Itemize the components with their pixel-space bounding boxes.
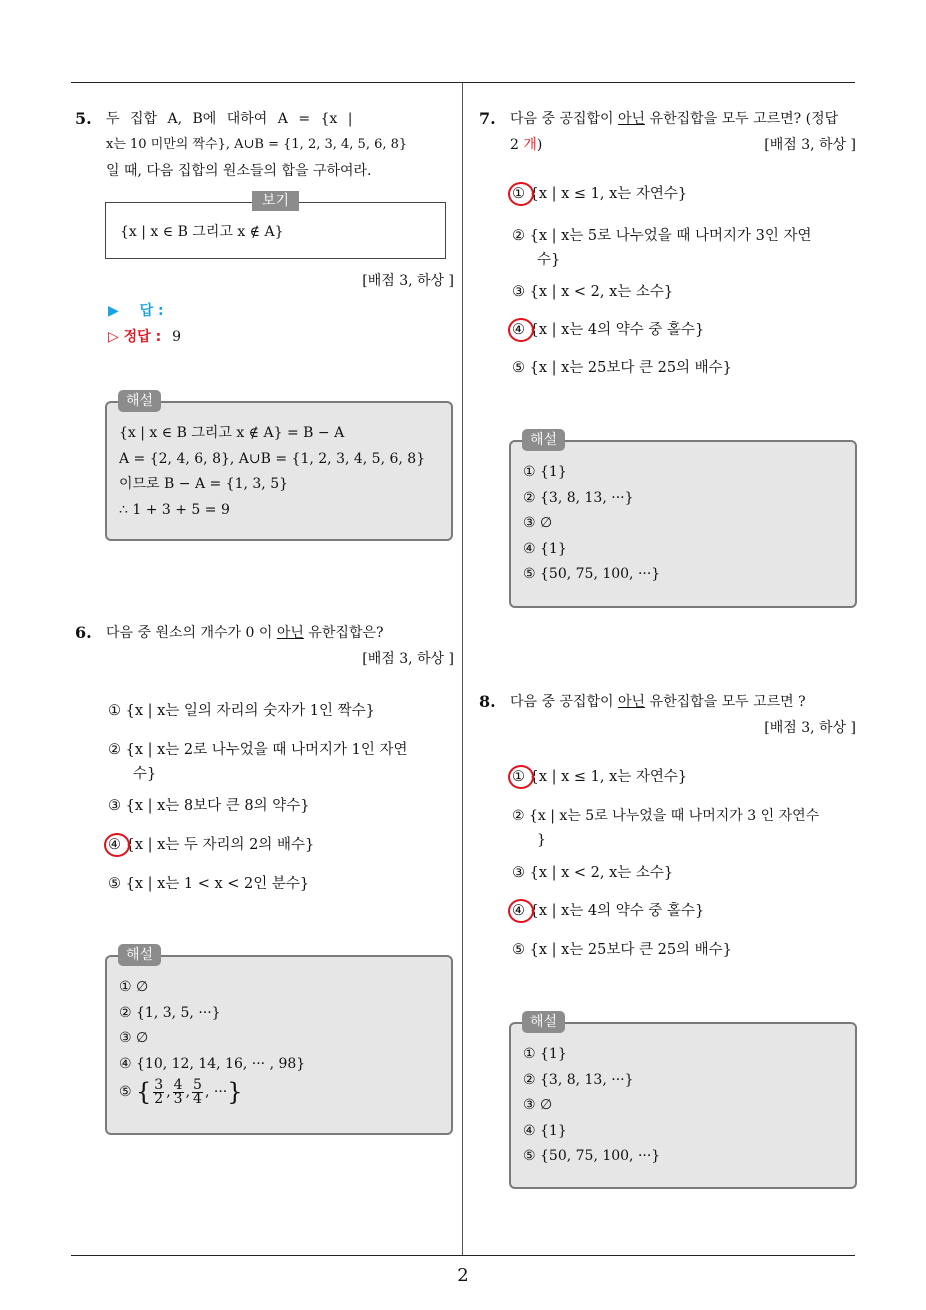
option-5: ⑤ {x | x는 1 < x < 2인 분수} xyxy=(108,876,310,892)
option-3: ③ {x | x < 2, x는 소수} xyxy=(512,284,674,300)
option-2: ② {x | x는 5로 나누었을 때 나머지가 3 인 자연수 } xyxy=(512,808,820,848)
answer-circle-mark xyxy=(104,833,130,857)
explanation-line: ② {1, 3, 5, ···} xyxy=(119,1004,221,1021)
explanation-line: ⑤ {50, 75, 100, ···} xyxy=(523,566,661,582)
explanation-line: 이므로 B − A = {1, 3, 5} xyxy=(119,476,289,492)
answer-circle-mark xyxy=(508,318,534,342)
explanation-line: ② {3, 8, 13, ···} xyxy=(523,1071,634,1088)
explanation-box xyxy=(509,440,857,608)
problem-stem: 다음 중 원소의 개수가 0 이 아닌 유한집합은? xyxy=(106,625,384,641)
fraction: $\frac{4}{3}$ xyxy=(173,1076,183,1107)
explanation-line: ① ∅ xyxy=(119,979,149,995)
answer-label: 답 : xyxy=(139,303,164,319)
problem-stem-line: x는 10 미만의 짝수}, A∪B = {1, 2, 3, 4, 5, 6, 8} xyxy=(106,137,408,152)
option-2: ② {x | x는 2로 나누었을 때 나머지가 1인 자연 수} xyxy=(108,742,408,782)
problem-number: 7. xyxy=(479,109,496,128)
option-1: ① {x | x ≤ 1, x는 자연수} xyxy=(512,769,688,785)
problem-5 xyxy=(75,106,454,184)
option-1: ① {x | x는 일의 자리의 숫자가 1인 짝수} xyxy=(108,703,375,719)
answer-row xyxy=(108,300,164,320)
option-2: ② {x | x는 5로 나누었을 때 나머지가 3인 자연 수} xyxy=(512,228,812,268)
score-label: [배점 3, 하상 ] xyxy=(362,651,454,667)
explanation-label: 해설 xyxy=(522,1011,565,1033)
underlined-word: 아닌 xyxy=(618,111,646,127)
correct-answer-label: 정답 : xyxy=(123,329,162,345)
explanation-box xyxy=(105,401,453,541)
explanation-line: ④ {1} xyxy=(523,540,567,557)
explanation-line-fractions: ⑤ { $\frac{3}{2}$ , $\frac{4}{3}$ , $\frac{5}{4}$ , ···} xyxy=(119,1076,243,1107)
column-divider xyxy=(462,83,463,1255)
explanation-box xyxy=(509,1022,857,1189)
problem-stem-line: 일 때, 다음 집합의 원소들의 합을 구하여라. xyxy=(106,163,372,179)
explanation-line: ⑤ {50, 75, 100, ···} xyxy=(523,1148,661,1164)
explanation-box xyxy=(105,955,453,1135)
fraction: $\frac{3}{2}$ xyxy=(154,1076,164,1107)
correct-answer-row xyxy=(108,326,181,346)
score-label: [배점 3, 하상 ] xyxy=(764,137,856,153)
option-5: ⑤ {x | x는 25보다 큰 25의 배수} xyxy=(512,942,732,958)
bogi-label: 보기 xyxy=(252,191,299,211)
explanation-line: ① {1} xyxy=(523,464,567,480)
explanation-label: 해설 xyxy=(118,390,161,412)
problem-stem-line-2: 2 개) [배점 3, 하상 ] xyxy=(510,132,856,158)
option-1: ① {x | x ≤ 1, x는 자연수} xyxy=(512,186,688,202)
explanation-line: ② {3, 8, 13, ···} xyxy=(523,489,634,506)
answer-circle-mark xyxy=(508,899,534,923)
fraction: $\frac{5}{4}$ xyxy=(193,1076,202,1107)
explanation-line: ① {1} xyxy=(523,1046,567,1062)
explanation-line: ∴ 1 + 3 + 5 = 9 xyxy=(119,501,230,518)
option-3: ③ {x | x < 2, x는 소수} xyxy=(512,865,674,881)
underlined-word: 아닌 xyxy=(618,694,646,710)
explanation-lines xyxy=(523,460,660,588)
option-3: ③ {x | x는 8보다 큰 8의 약수} xyxy=(108,798,310,814)
problem-number: 6. xyxy=(75,623,92,642)
problem-8 xyxy=(479,689,856,741)
correct-answer-value: 9 xyxy=(172,329,181,345)
problem-6 xyxy=(75,620,454,672)
play-arrow-icon: ▶ xyxy=(108,303,119,319)
page-number: 2 xyxy=(457,1265,469,1286)
explanation-label: 해설 xyxy=(118,944,161,966)
problem-stem-line: 두 집합 A, B에 대하여 A = {x | xyxy=(106,111,353,127)
option-4: ④ {x | x는 4의 약수 중 홀수} xyxy=(512,322,705,338)
top-rule xyxy=(71,82,855,83)
bogi-content: {x | x ∈ B 그리고 x ∉ A} xyxy=(120,224,284,240)
option-4: ④ {x | x는 4의 약수 중 홀수} xyxy=(512,903,705,919)
score-label: [배점 3, 하상 ] xyxy=(764,720,856,736)
explanation-lines xyxy=(523,1042,660,1170)
explanation-line: ③ ∅ xyxy=(523,515,553,531)
option-5: ⑤ {x | x는 25보다 큰 25의 배수} xyxy=(512,360,732,376)
underlined-word: 아닌 xyxy=(276,625,304,641)
score-label: [배점 3, 하상 ] xyxy=(362,273,454,289)
problem-stem: 다음 중 공집합이 아닌 유한집합을 모두 고르면 ? xyxy=(510,694,806,710)
count-unit: 개 xyxy=(523,137,537,153)
explanation-line: ③ ∅ xyxy=(119,1030,149,1046)
explanation-line: ③ ∅ xyxy=(523,1097,553,1113)
answer-circle-mark xyxy=(508,182,534,206)
explanation-lines xyxy=(119,421,425,523)
explanation-line: ④ {1} xyxy=(523,1122,567,1139)
answer-circle-mark xyxy=(508,765,534,789)
problem-7 xyxy=(479,106,856,158)
explanation-line: A = {2, 4, 6, 8}, A∪B = {1, 2, 3, 4, 5, 6, 8} xyxy=(119,450,426,467)
option-4: ④ {x | x는 두 자리의 2의 배수} xyxy=(108,837,315,853)
explanation-label: 해설 xyxy=(522,429,565,451)
explanation-lines xyxy=(119,975,305,1107)
problem-number: 5. xyxy=(75,109,92,128)
problem-number: 8. xyxy=(479,692,496,711)
outline-arrow-icon: ▷ xyxy=(108,329,119,345)
explanation-line: ④ {10, 12, 14, 16, ··· , 98} xyxy=(119,1055,306,1072)
explanation-line: {x | x ∈ B 그리고 x ∉ A} = B − A xyxy=(119,425,345,441)
problem-stem: 다음 중 공집합이 아닌 유한집합을 모두 고르면? (정답 xyxy=(510,111,839,127)
bottom-rule xyxy=(71,1255,855,1256)
